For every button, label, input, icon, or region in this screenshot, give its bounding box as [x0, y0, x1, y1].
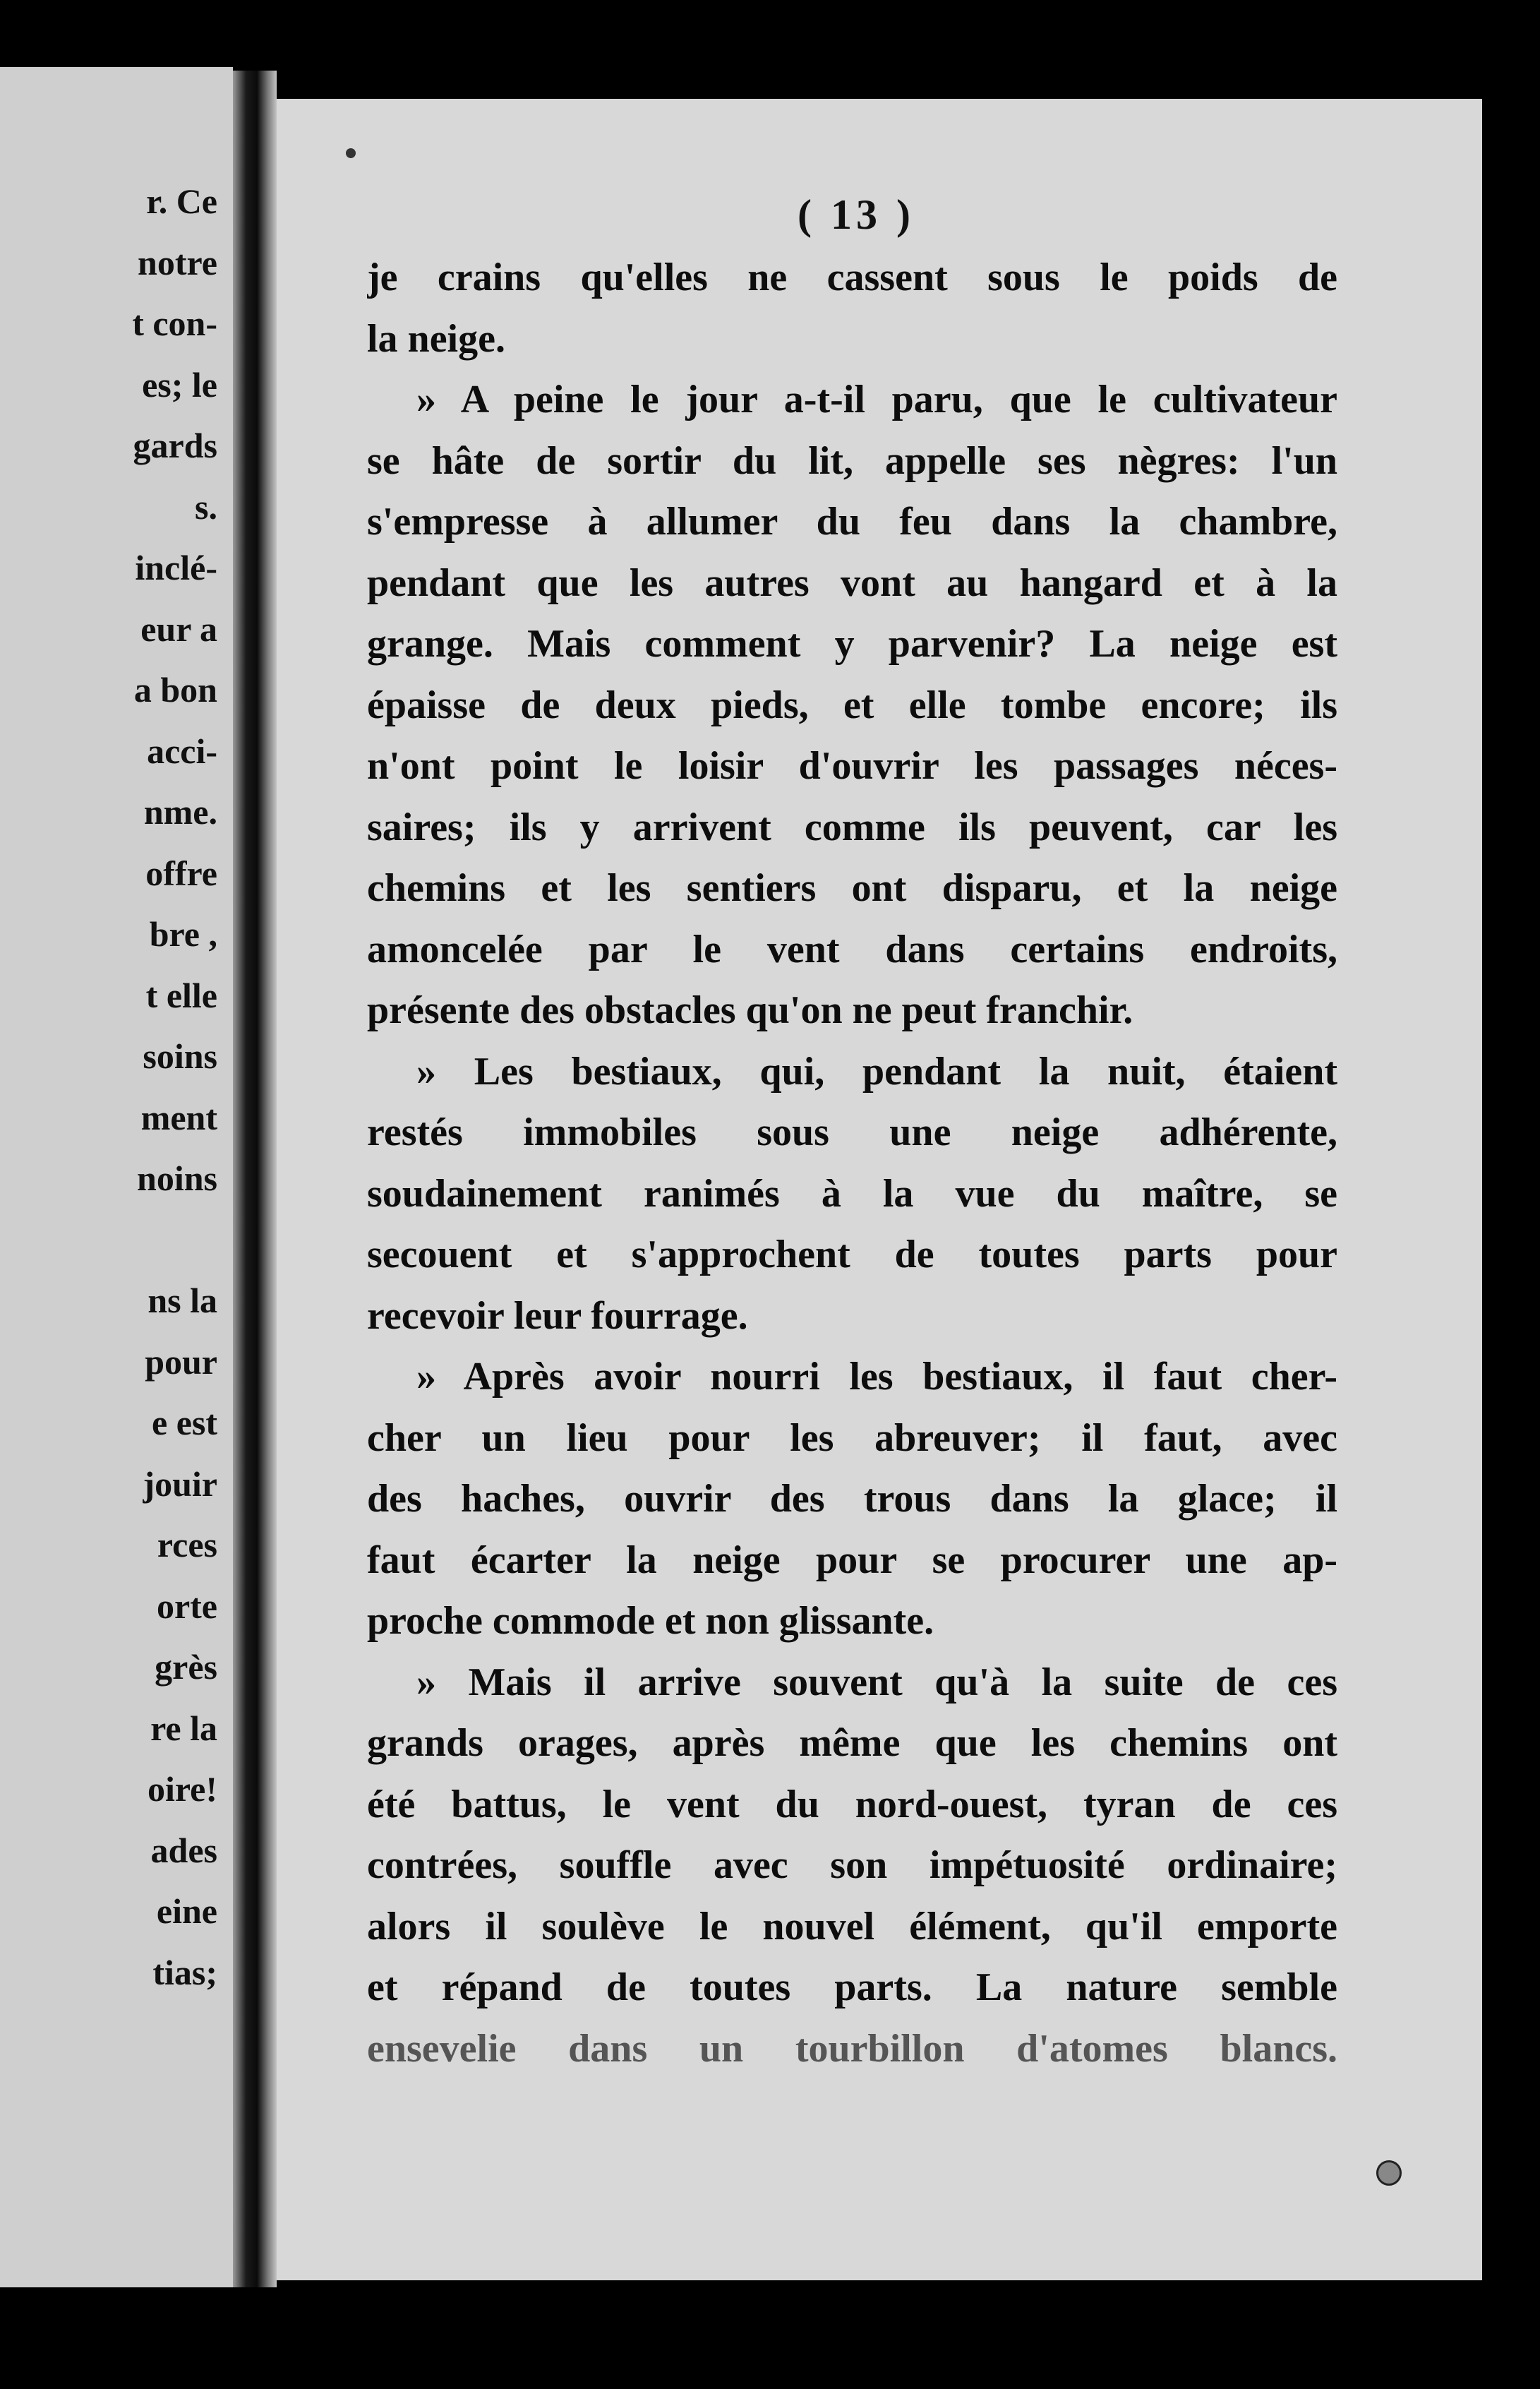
text-line: se hâte de sortir du lit, appelle ses nègres: l'un	[367, 438, 1337, 483]
ink-speck	[346, 148, 356, 158]
left-page-text-fragment: eine	[156, 1891, 217, 1931]
text-line: proche commode et non glissante.	[367, 1599, 934, 1643]
left-page-text-fragment: a bon	[133, 670, 217, 709]
text-line: » Les bestiaux, qui, pendant la nuit, étaient	[416, 1049, 1337, 1094]
left-page-text-fragment: tias;	[152, 1952, 217, 1992]
left-page-text-fragment: ns la	[148, 1281, 217, 1320]
text-line: grange. Mais comment y parvenir? La neige est	[367, 622, 1337, 666]
text-line: je crains qu'elles ne cassent sous le poids de	[367, 256, 1337, 299]
text-line: cher un lieu pour les abreuver; il faut, avec	[367, 1415, 1337, 1460]
text-line: alors il soulève le nouvel élément, qu'il emporte	[367, 1904, 1337, 1948]
text-line: recevoir leur fourrage.	[367, 1293, 748, 1338]
left-facing-page	[0, 67, 233, 2287]
left-page-text-fragment: eur a	[140, 609, 217, 649]
text-line: la neige.	[367, 316, 505, 361]
left-page-text-fragment: e est	[152, 1403, 217, 1442]
left-page-text-fragment: re la	[150, 1708, 217, 1748]
left-page-text-fragment: notre	[138, 242, 217, 282]
left-page-text-fragment: offre	[145, 853, 217, 893]
left-page-text-fragment: orte	[156, 1586, 217, 1626]
left-page-text-fragment: grès	[155, 1647, 217, 1687]
left-page-text-fragment: t con-	[132, 304, 217, 343]
left-page-text-fragment: rces	[157, 1525, 217, 1564]
left-page-text-fragment: oire!	[147, 1769, 217, 1809]
text-line: pendant que les autres vont au hangard et à la	[367, 561, 1337, 605]
text-line: contrées, souffle avec son impétuosité ordinaire;	[367, 1843, 1337, 1887]
text-line: épaisse de deux pieds, et elle tombe encore; ils	[367, 683, 1337, 727]
left-page-text-fragment: gards	[133, 426, 217, 465]
left-page-text-fragment: nme.	[143, 792, 217, 832]
text-line: grands orages, après même que les chemins ont	[367, 1721, 1337, 1765]
left-page-text-fragment: ades	[150, 1830, 217, 1870]
left-page-text-fragment: r. Ce	[146, 181, 217, 221]
page-number: ( 13 )	[798, 191, 915, 238]
body-text	[367, 247, 1337, 2079]
left-page-text-fragment: soins	[143, 1036, 217, 1076]
ink-speck	[1376, 2160, 1402, 2186]
left-page-text-fragment: es; le	[142, 364, 217, 405]
book-gutter	[233, 71, 277, 2287]
text-line: présente des obstacles qu'on ne peut franchir.	[367, 988, 1133, 1032]
left-page-text-fragment: s.	[195, 486, 217, 527]
left-page-text-fragment: bre ,	[149, 914, 217, 954]
text-line: » Après avoir nourri les bestiaux, il faut cher-	[416, 1355, 1337, 1399]
text-line: été battus, le vent du nord-ouest, tyran de ces	[367, 1782, 1337, 1826]
left-page-text-fragment: t elle	[145, 975, 217, 1015]
text-line: et répand de toutes parts. La nature semble	[367, 1965, 1337, 2009]
text-line: n'ont point le loisir d'ouvrir les passages néces-	[367, 744, 1337, 788]
text-line: saires; ils y arrivent comme ils peuvent, car les	[367, 805, 1337, 849]
left-page-text-fragment: jouir	[143, 1463, 217, 1504]
text-line: » A peine le jour a-t-il paru, que le cultivateur	[416, 378, 1337, 421]
left-page-text-fragment: acci-	[147, 731, 217, 771]
text-line: s'empresse à allumer du feu dans la chambre,	[367, 500, 1337, 544]
left-page-text-fragment: pour	[145, 1341, 217, 1382]
text-line: restés immobiles sous une neige adhérente,	[367, 1110, 1337, 1154]
text-line: faut écarter la neige pour se procurer une ap-	[367, 1538, 1337, 1582]
text-line: amoncelée par le vent dans certains endroits,	[367, 927, 1337, 971]
text-line: des haches, ouvrir des trous dans la glace; il	[367, 1477, 1337, 1521]
left-page-text-fragment: inclé-	[135, 548, 217, 587]
left-page-text-fragment: noins	[137, 1158, 217, 1198]
text-line: » Mais il arrive souvent qu'à la suite de ces	[416, 1660, 1337, 1704]
left-page-text-fragment: ment	[140, 1097, 217, 1137]
text-line: secouent et s'approchent de toutes parts pour	[367, 1233, 1337, 1276]
text-line: soudainement ranimés à la vue du maître, se	[367, 1171, 1337, 1216]
text-line: chemins et les sentiers ont disparu, et la neige	[367, 866, 1337, 910]
text-line: ensevelie dans un tourbillon d'atomes blancs.	[367, 2026, 1337, 2071]
